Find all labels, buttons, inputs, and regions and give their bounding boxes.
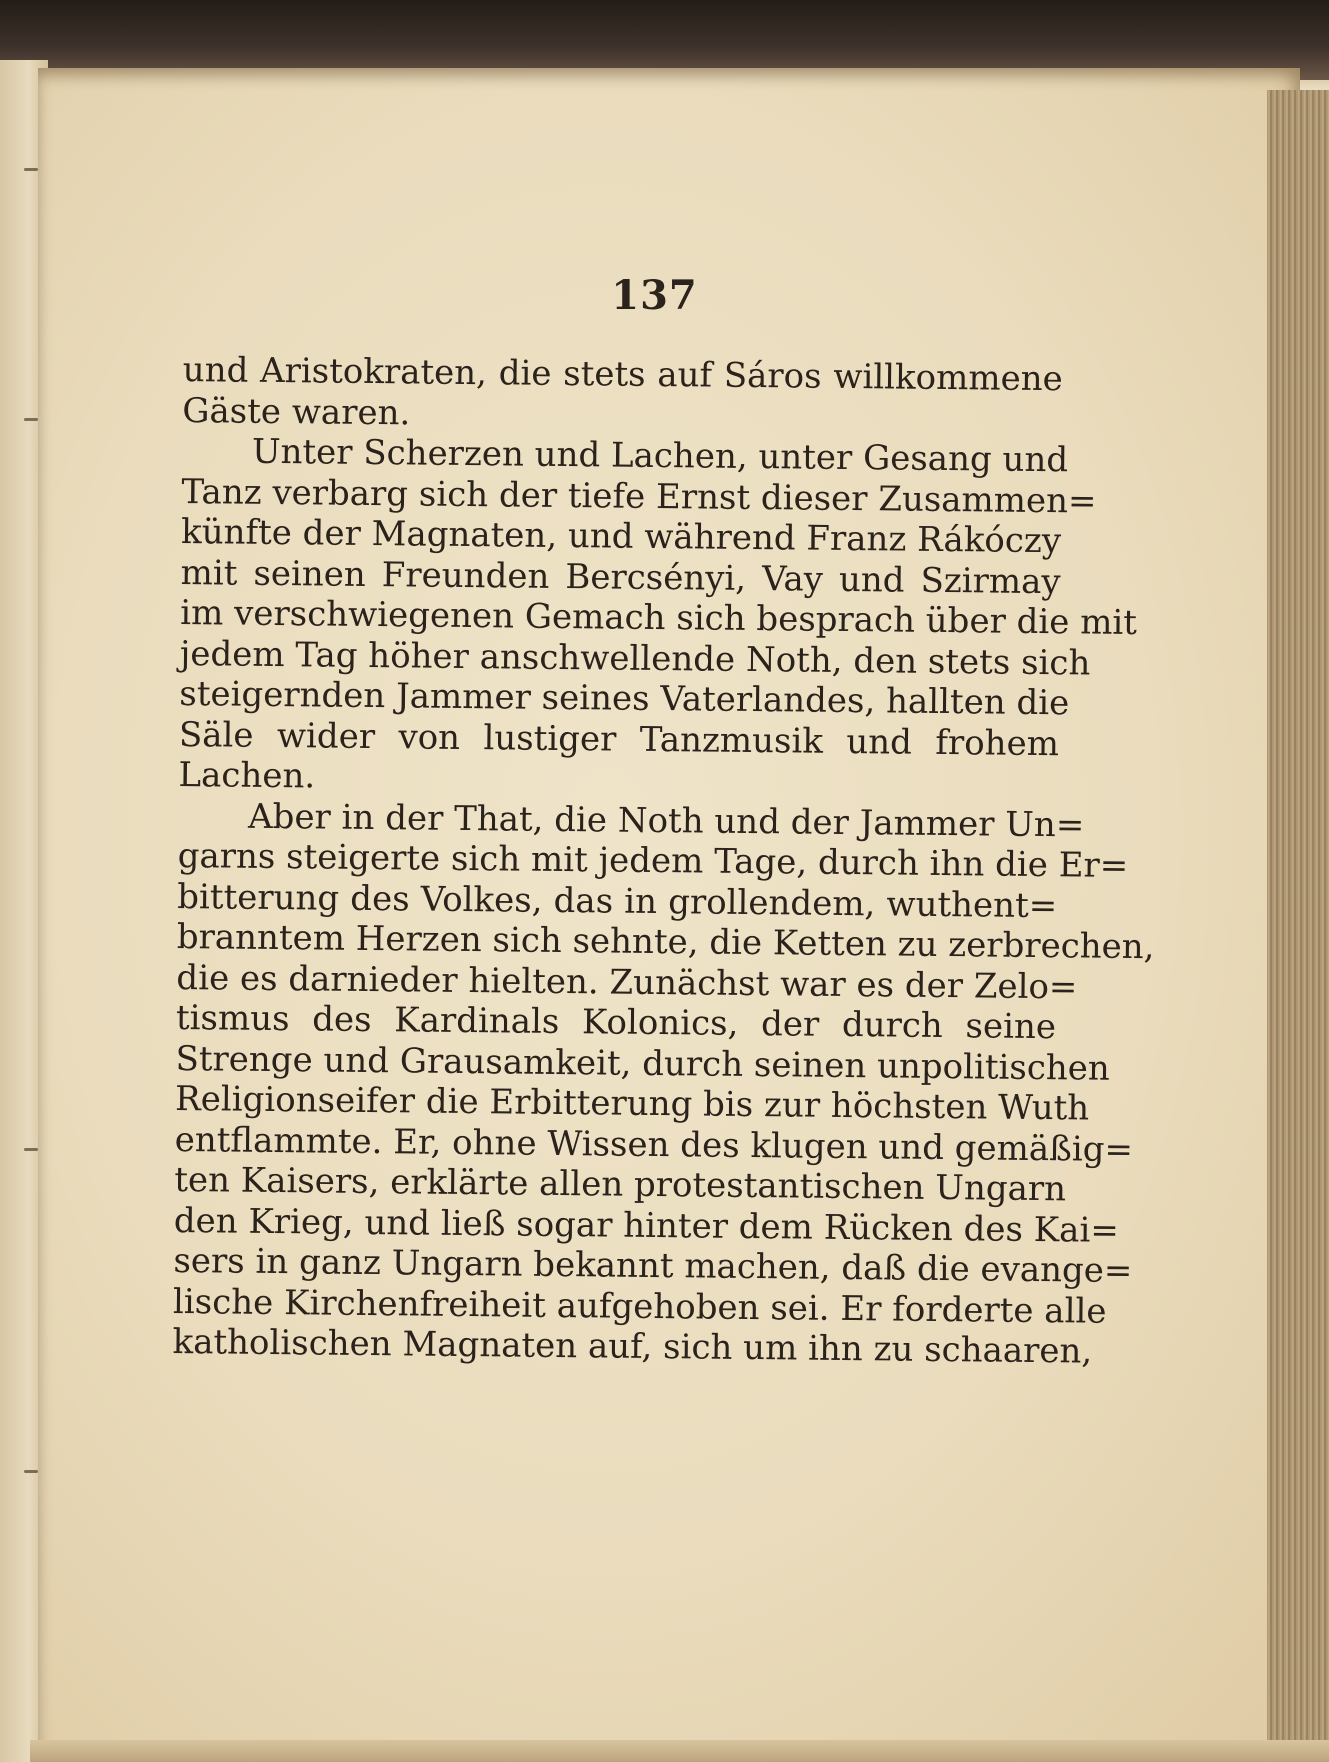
page-edges: [1267, 90, 1329, 1762]
text-line: steigernden Jammer seines Vaterlandes, hallten die: [179, 673, 1070, 724]
text-line: Säle wider von lustiger Tanzmusik und frohem: [178, 714, 1060, 764]
text-line: garns steigerte sich mit jedem Tage, durch ihn die Er=: [177, 835, 1129, 886]
text-line: sers in ganz Ungarn bekannt machen, daß die evange=: [173, 1240, 1133, 1291]
binding-thread-mark: [24, 1148, 38, 1151]
text-line: die es darnieder hielten. Zunächst war es der Zelo=: [176, 957, 1078, 1007]
paragraph: [182, 350, 1063, 440]
text-line: im verschwiegenen Gemach sich besprach über die mit: [180, 592, 1138, 644]
paragraph: [178, 431, 1138, 805]
binding-thread-mark: [24, 1470, 38, 1473]
text-line: Gäste waren.: [182, 390, 411, 433]
text-line: bitterung des Volkes, das in grollendem, wuthent=: [177, 876, 1058, 926]
text-line: Lachen.: [178, 754, 316, 797]
text-line: Tanz verbarg sich der tiefe Ernst dieser Zusammen=: [181, 471, 1097, 522]
binding-thread-mark: [24, 418, 38, 421]
text-line: Unter Scherzen und Lachen, unter Gesang und: [251, 431, 1069, 481]
text-line: Aber in der That, die Noth und der Jammer Un=: [247, 796, 1085, 845]
text-line: künfte der Magnaten, und während Franz Rákóczy: [180, 511, 1062, 562]
text-line: den Krieg, und ließ sogar hinter dem Rücken des Kai=: [173, 1200, 1120, 1251]
text-line: Religionseifer die Erbitterung bis zur höchsten Wuth: [174, 1078, 1090, 1129]
text-line: Strenge und Grausamkeit, durch seinen unpolitischen: [175, 1038, 1111, 1089]
body-text: [172, 350, 1155, 1372]
binding-thread-mark: [24, 168, 38, 171]
text-line: branntem Herzen sich sehnte, die Ketten zu zerbrechen,: [176, 916, 1155, 968]
text-line: katholischen Magnaten auf, sich um ihn zu schaaren,: [172, 1321, 1093, 1372]
text-line: entflammte. Er, ohne Wissen des klugen und gemäßig=: [174, 1119, 1134, 1170]
page-bottom-edge: [30, 1740, 1329, 1762]
paragraph: [172, 795, 1155, 1372]
text-line: tismus des Kardinals Kolonics, der durch seine: [175, 997, 1057, 1048]
text-line: lische Kirchenfreiheit aufgehoben sei. Er forderte alle: [172, 1281, 1107, 1332]
text-line: mit seinen Freunden Bercsényi, Vay und Szirmay: [180, 552, 1061, 602]
text-line: und Aristokraten, die stets auf Sáros willkommene: [182, 350, 1063, 400]
text-line: jedem Tag höher anschwellende Noth, den stets sich: [179, 633, 1091, 684]
text-line: ten Kaisers, erklärte allen protestantischen Ungarn: [174, 1159, 1067, 1210]
page-number: 137: [611, 272, 698, 319]
